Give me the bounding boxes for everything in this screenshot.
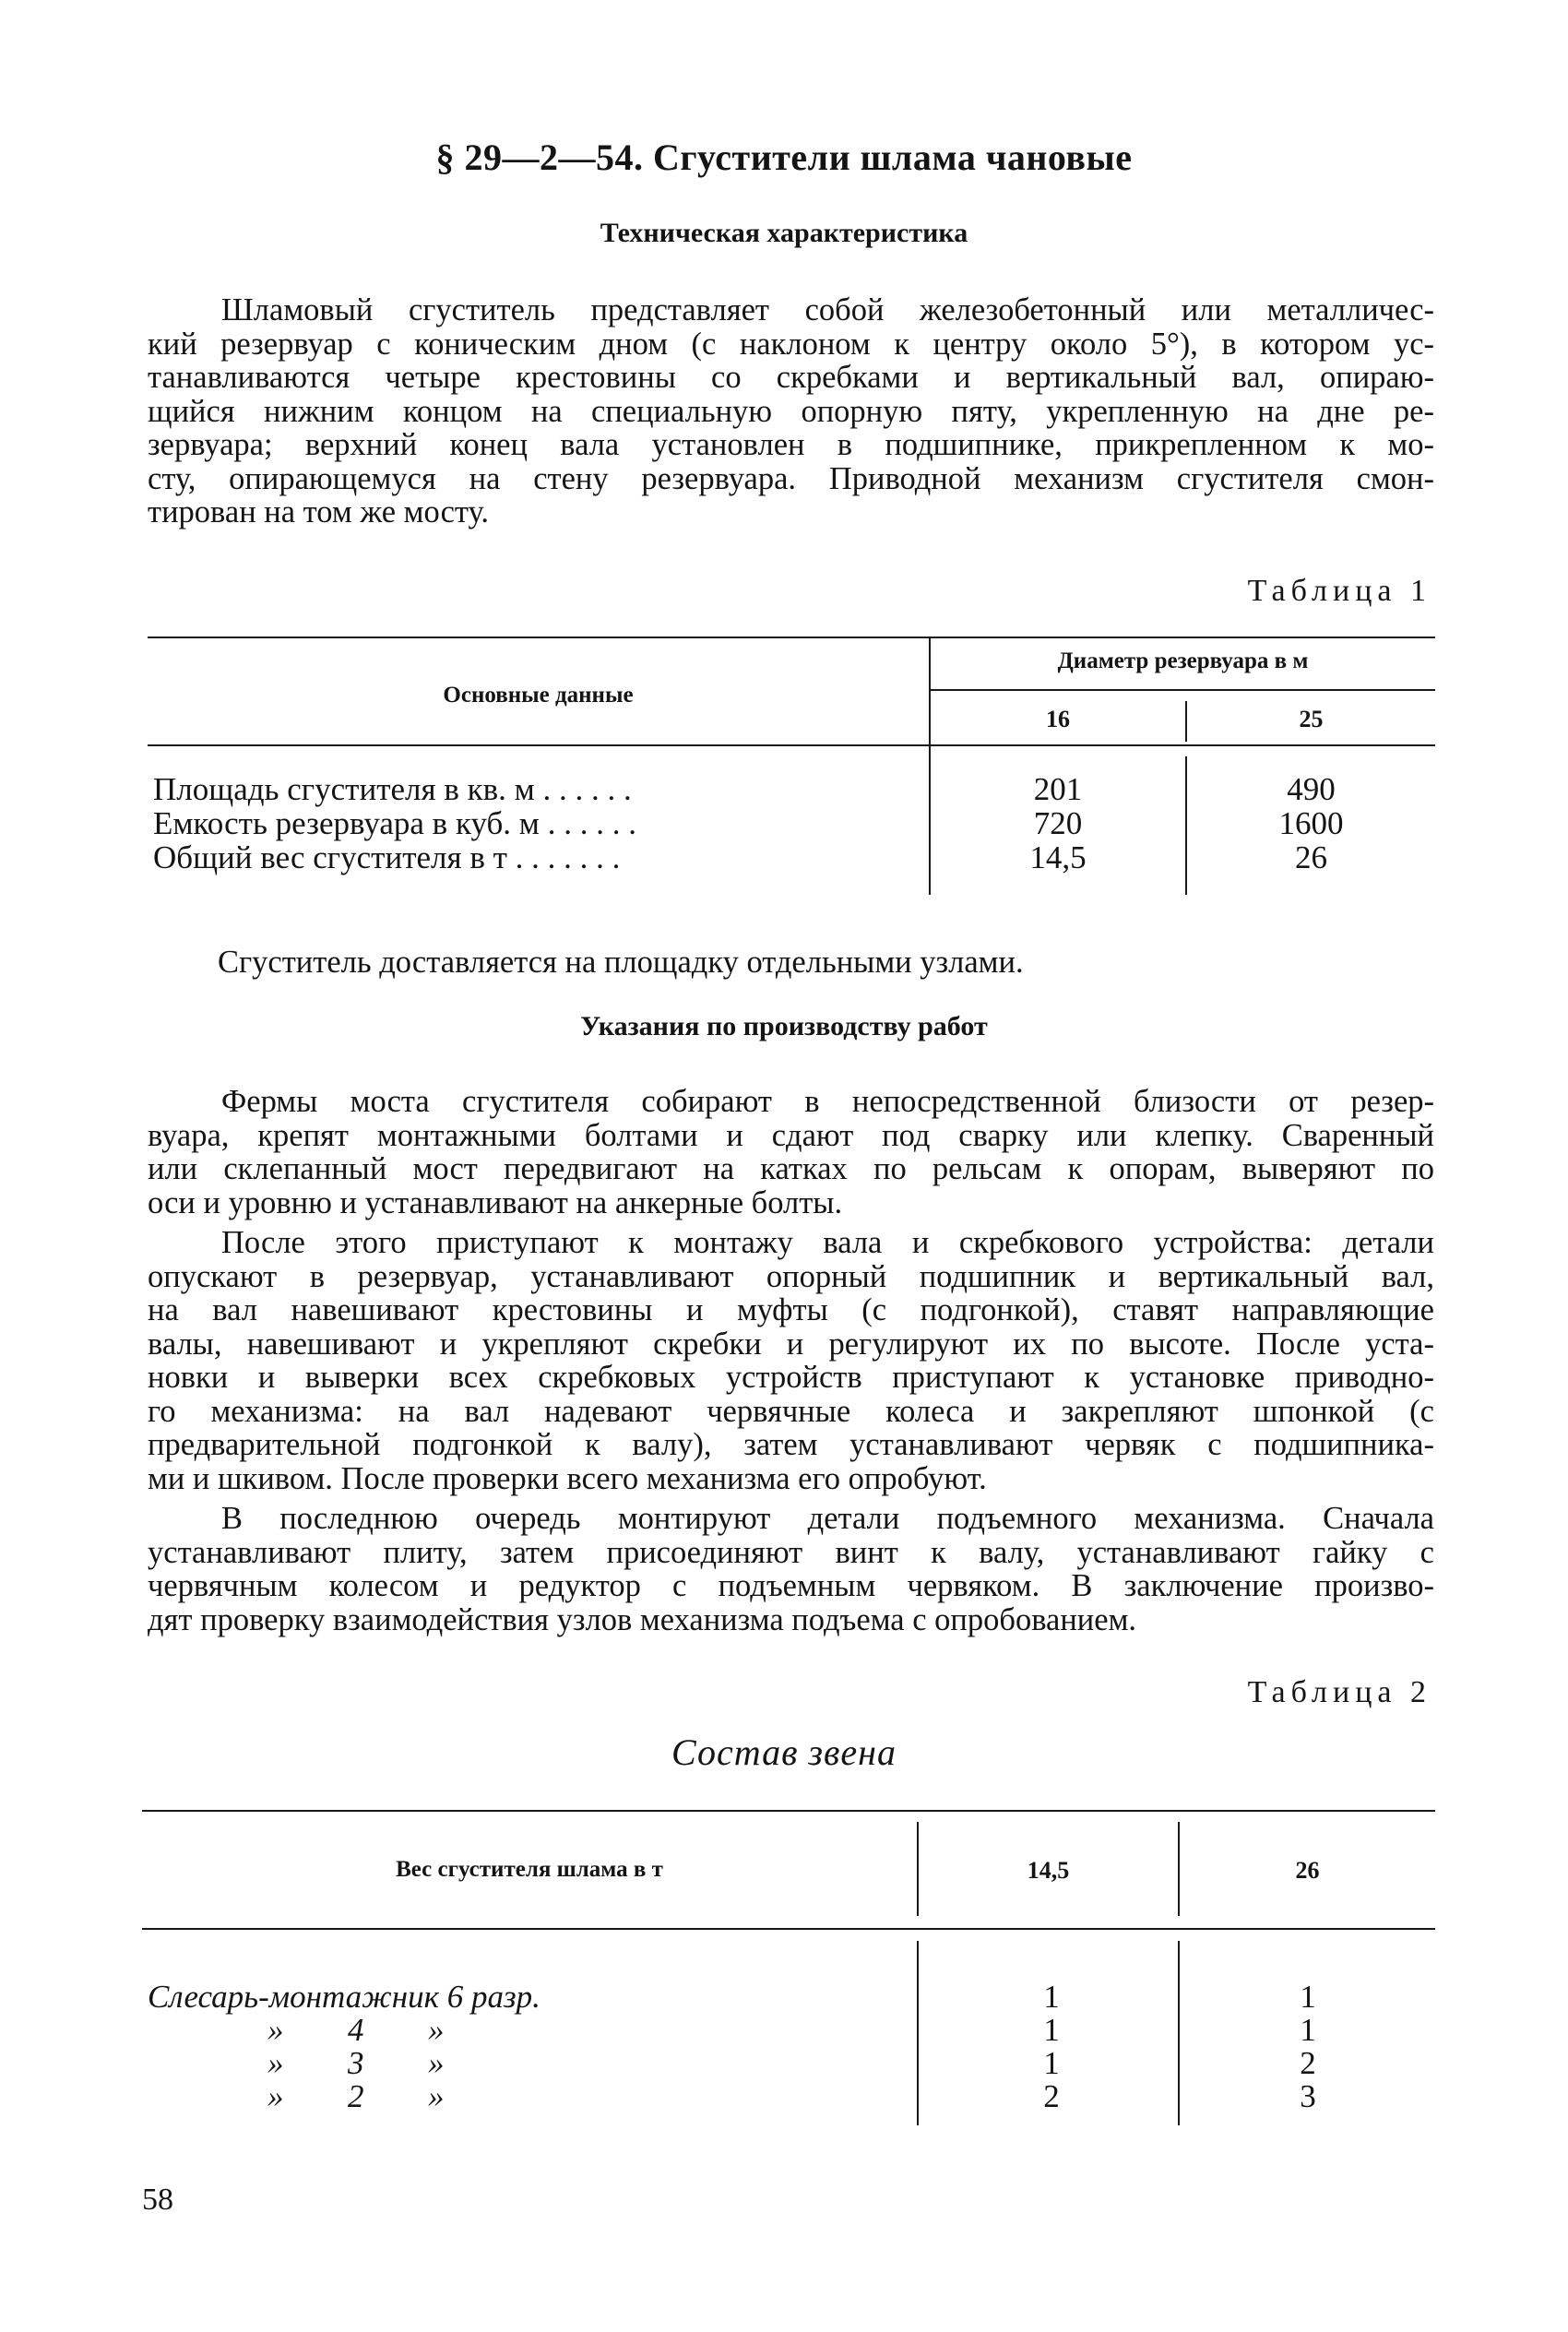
text-line: ми и шкивом. После проверки всего механизма его опробуют.	[148, 1460, 987, 1496]
table2-header-rule	[142, 1928, 1435, 1930]
text-line: червячным колесом и редуктор с подъемным червяком. В заключение произво-	[148, 1568, 1434, 1603]
table2-top-rule	[142, 1810, 1435, 1812]
table1-subheader: 16	[1046, 706, 1070, 732]
text-line: сту, опирающемуся на стену резервуара. Приводной механизм сгустителя смон-	[148, 460, 1434, 496]
text-line: кий резервуар с коническим дном (с наклоном к центру около 5°), в котором ус-	[148, 326, 1434, 362]
table2-col-label: Вес сгустителя шлама в т	[396, 1857, 663, 1882]
text-line: Фермы моста сгустителя собирают в непосредственной близости от резер-	[221, 1084, 1434, 1119]
table2-divider	[917, 1822, 919, 1916]
section-title: § 29—2—54. Сгустители шлама чановые	[435, 137, 1133, 178]
text-line: После этого приступают к монтажу вала и скребкового устройства: детали	[221, 1225, 1434, 1260]
table-cell: 720	[1033, 805, 1083, 841]
text-line: В последнюю очередь монтируют детали подъемного механизма. Сначала	[221, 1501, 1434, 1536]
table-cell: 1	[1300, 2012, 1316, 2048]
table-cell: 3	[1300, 2078, 1316, 2114]
table-cell: 490	[1287, 771, 1336, 807]
table2-divider	[1178, 1822, 1180, 1916]
table1-header-rule	[148, 744, 1435, 746]
table-cell: 1	[1043, 1979, 1060, 2015]
table-row-label: Слесарь-монтажник 6 разр.	[148, 1979, 540, 2015]
text-line: танавливаются четыре крестовины со скребками и вертикальный вал, опираю-	[148, 360, 1434, 395]
table-cell: 2	[1043, 2078, 1060, 2114]
work-paragraph-1	[148, 1085, 1434, 1220]
table2-col-header: 14,5	[1027, 1857, 1070, 1884]
text-line: новки и выверки всех скребковых устройств приступают к установке приводно-	[148, 1360, 1434, 1395]
table-cell: 1	[1043, 2012, 1060, 2048]
text-line: вуара, крепят монтажными болтами и сдают под сварку или клепку. Сваренный	[148, 1117, 1434, 1153]
table1-top-rule	[148, 637, 1435, 638]
text-line: оси и уровню и устанавливают на анкерные болты.	[148, 1184, 843, 1220]
text-line: щийся нижним концом на специальную опорную пяту, укрепленную на дне ре-	[148, 393, 1434, 429]
page-number: 58	[142, 2183, 173, 2217]
text-line: зервуара; верхний конец вала установлен в подшипнике, прикрепленном к мо-	[148, 427, 1434, 462]
text-line: го механизма: на вал надевают червячные колеса и закрепляют шпонкой (с	[148, 1393, 1434, 1429]
text-line: Шламовый сгуститель представляет собой железобетонный или металличес-	[221, 292, 1434, 327]
text-line: устанавливают плиту, затем присоединяют винт к валу, устанавливают гайку с	[148, 1534, 1434, 1570]
table-cell: 1	[1043, 2045, 1060, 2081]
table2-body-divider	[917, 1941, 919, 2125]
tech-heading: Техническая характеристика	[600, 218, 968, 248]
work-paragraph-2	[148, 1226, 1434, 1495]
table1-group-rule	[931, 689, 1435, 691]
table2-col-header: 26	[1295, 1857, 1320, 1884]
table-row-label: Общий вес сгустителя в т . . . . . . .	[153, 839, 621, 875]
table1-subheader: 25	[1299, 706, 1324, 732]
table-cell: 1600	[1278, 805, 1344, 841]
table-cell: 1	[1300, 1979, 1316, 2015]
table1-col-label: Основные данные	[443, 683, 634, 708]
work-paragraph-3	[148, 1502, 1434, 1636]
table-cell: 14,5	[1029, 839, 1087, 875]
table1	[0, 0, 1568, 922]
text-line: или склепанный мост передвигают на катках по рельсам к опорам, выверяют по	[148, 1151, 1434, 1186]
table-cell: 201	[1033, 771, 1083, 807]
text-line: на вал навешивают крестовины и муфты (с подгонкой), ставят направляющие	[148, 1292, 1434, 1327]
table-cell: 26	[1295, 839, 1327, 875]
table2-caption: Таблица 2	[1247, 1675, 1431, 1709]
table-cell: 2	[1300, 2045, 1316, 2081]
text-line: валы, навешивают и укрепляют скребки и регулируют их по высоте. После уста-	[148, 1326, 1434, 1362]
table2-title: Состав звена	[671, 1731, 897, 1773]
table-row-label: » 3 »	[267, 2045, 445, 2081]
text-line: дят проверку взаимодействия узлов механизма подъема с опробованием.	[148, 1601, 1137, 1637]
work-heading: Указания по производству работ	[580, 1011, 988, 1041]
text-line: предварительной подгонкой к валу), затем устанавливают червяк с подшипника-	[148, 1427, 1434, 1462]
table1-caption: Таблица 1	[1247, 574, 1431, 608]
table-row-label: Емкость резервуара в куб. м . . . . . .	[153, 805, 636, 841]
table-row-label: Площадь сгустителя в кв. м . . . . . .	[153, 771, 632, 807]
table-row-label: » 2 »	[267, 2078, 445, 2114]
delivery-text: Сгуститель доставляется на площадку отдельными узлами.	[218, 945, 1024, 980]
text-line: тирован на том же мосту.	[148, 494, 489, 529]
table2-body-divider	[1178, 1941, 1180, 2125]
table-row-label: » 4 »	[267, 2012, 445, 2048]
text-line: опускают в резервуар, устанавливают опорный подшипник и вертикальный вал,	[148, 1258, 1434, 1294]
table1-group-header: Диаметр резервуара в м	[1057, 648, 1309, 673]
